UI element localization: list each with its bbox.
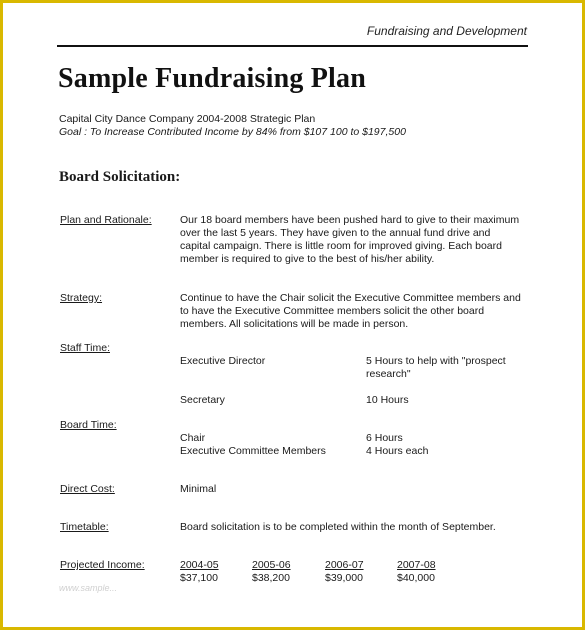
strategy-line: Continue to have the Chair solicit the Executive Committee members and	[180, 292, 521, 304]
projected-income-label: Projected Income:	[60, 559, 145, 571]
strategy-line: members. All solicitations will be made in person.	[180, 318, 409, 330]
timetable-value: Board solicitation is to be completed within the month of September.	[180, 521, 496, 533]
strategy-text	[180, 292, 521, 331]
plan-line: Our 18 board members have been pushed hard to give to their maximum	[180, 214, 520, 226]
income-amount: $38,200	[252, 572, 290, 584]
document-title: Sample Fundraising Plan	[58, 63, 367, 94]
board-role: Executive Committee Members	[180, 445, 326, 457]
staff-time-value: 10 Hours	[366, 394, 409, 406]
income-year: 2007-08	[397, 559, 436, 571]
staff-role: Secretary	[180, 394, 225, 406]
plan-line: capital campaign. There is little room for improved giving. Each board	[180, 240, 502, 252]
staff-time-line: research"	[366, 368, 411, 380]
board-role: Chair	[180, 432, 206, 444]
staff-time-label: Staff Time:	[60, 342, 110, 354]
plan-text	[180, 214, 519, 266]
income-year: 2004-05	[180, 559, 219, 571]
subtitle-goal: Goal : To Increase Contributed Income by 84% from $107 100 to $197,500	[59, 126, 406, 138]
subtitle-plan: Capital City Dance Company 2004-2008 Strategic Plan	[59, 113, 316, 125]
board-time-value: 6 Hours	[366, 432, 403, 444]
plan-line: member is required to give to the best of his/her ability.	[180, 253, 435, 265]
board-time-label: Board Time:	[60, 419, 117, 431]
income-year: 2006-07	[325, 559, 364, 571]
income-amount: $39,000	[325, 572, 363, 584]
staff-role: Executive Director	[180, 355, 266, 367]
strategy-label: Strategy:	[60, 292, 103, 304]
plan-label: Plan and Rationale:	[60, 214, 152, 226]
staff-time-value	[366, 355, 506, 381]
income-year: 2005-06	[252, 559, 291, 571]
direct-cost-label: Direct Cost:	[60, 483, 115, 495]
income-amount: $40,000	[397, 572, 435, 584]
timetable-label: Timetable:	[60, 521, 109, 533]
strategy-line: to have the Executive Committee members solicit the other board	[180, 305, 485, 317]
watermark: www.sample...	[59, 583, 118, 593]
board-time-value: 4 Hours each	[366, 445, 429, 457]
staff-time-line: 5 Hours to help with "prospect	[366, 355, 506, 367]
section-heading: Board Solicitation:	[59, 169, 181, 185]
header-text: Fundraising and Development	[366, 24, 527, 38]
header-rule	[57, 45, 528, 47]
income-amount: $37,100	[180, 572, 218, 584]
direct-cost-value: Minimal	[180, 483, 217, 495]
plan-line: over the last 5 years. They have given to the annual fund drive and	[180, 227, 491, 239]
